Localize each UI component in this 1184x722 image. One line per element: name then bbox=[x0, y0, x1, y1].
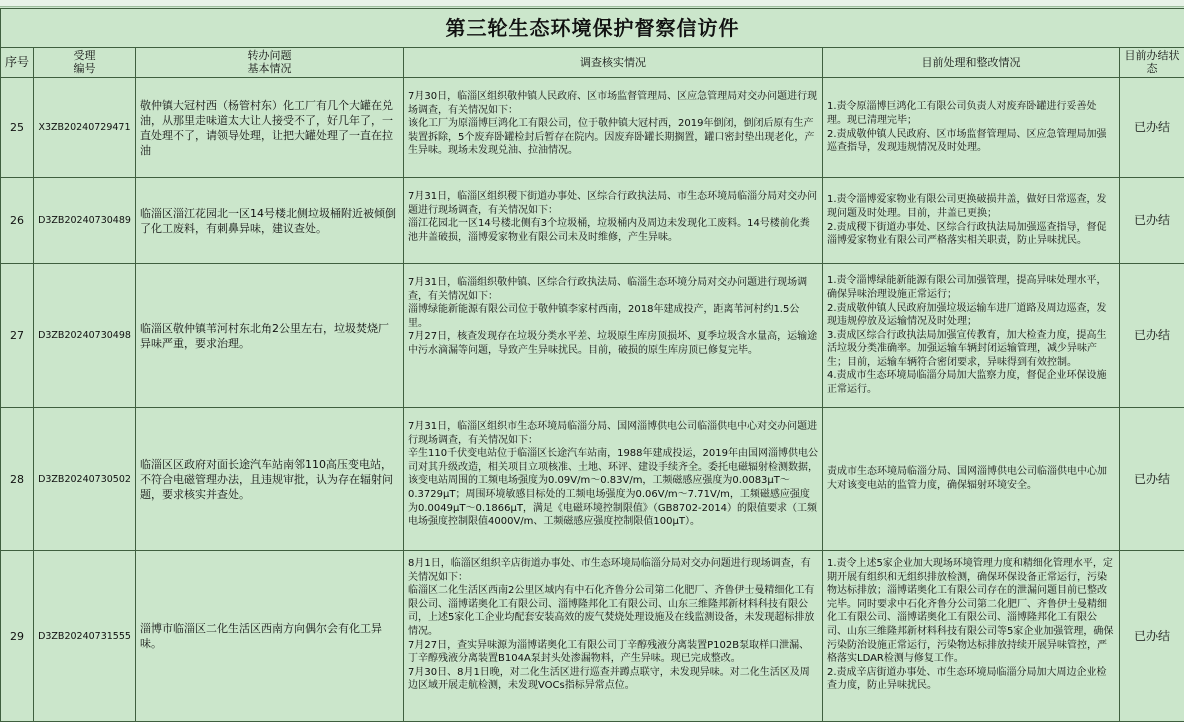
cell-handling[interactable]: 1.责令淄博爱家物业有限公司更换破损井盖，做好日常巡查，发现问题及时处理。目前，井盖已更换； 2.责成稷下街道办事处、区综合行政执法局加强巡查指导，督促淄博爱家物业有限公司严格落实相关职责，防止异味扰民。 bbox=[823, 178, 1120, 264]
header-investigation[interactable]: 调查核实情况 bbox=[404, 48, 823, 78]
header-no[interactable]: 序号 bbox=[1, 48, 34, 78]
cell-handling[interactable]: 1.责令上述5家企业加大现场环境管理力度和精细化管理水平，定期开展有组织和无组织排放检测，确保环保设备正常运行，污染物达标排放；淄博诺奥化工有限公司存在的泄漏问题目前已整改完毕。同时要求中石化齐鲁分公司第二化肥厂、齐鲁伊士曼精细化工有限公司、淄博诺奥化工有限公司、淄博隆邦化工有限公司、山东三维隆邦新材料科技有限公司等5家企业加强管理，确保污染防治设施正常运行，污染物达标排放持续开展异味管控，严格落实LDAR检测与修复工作。 2.责成辛店街道办事处、市生态环境局临淄分局加大周边企业检查力度，防止异味扰民。 bbox=[823, 551, 1120, 722]
header-issue[interactable]: 转办问题 基本情况 bbox=[136, 48, 404, 78]
cell-investigation[interactable]: 7月31日，临淄区组织市生态环境局临淄分局、国网淄博供电公司临淄供电中心对交办问题进行现场调查，有关情况如下： 辛生110千伏变电站位于临淄区长途汽车站南，1988年建成投运，2019年由国网淄博供电公司对其升级改造，相关项目立项核准、土地、环评、建设手续齐全。委托电磁辐射检测数据，该变电站周围的工频电场强度为0.09V/m～0.83V/m，工频磁感应强度为0.0083μT～0.3729μT；周围环境敏感目标处的工频电场强度为0.06V/m～7.71V/m，工频磁感应强度为0.0049μT～0.1866μT，满足《电磁环境控制限值》（GB8702-2014）的限值要求（工频电场强度控制限值4000V/m、工频磁感应强度控制限值100μT）。 bbox=[404, 408, 823, 551]
cell-code[interactable]: D3ZB20240731555 bbox=[34, 551, 136, 722]
cell-handling[interactable]: 1.责令原淄博巨鸿化工有限公司负责人对废弃卧罐进行妥善处理。现已清理完毕； 2.责成敬仲镇人民政府、区市场监督管理局、区应急管理局加强巡查指导，发现违规情况及时处理。 bbox=[823, 78, 1120, 178]
cell-no[interactable]: 29 bbox=[1, 551, 34, 722]
cell-status[interactable]: 已办结 bbox=[1120, 264, 1184, 408]
cell-handling[interactable]: 1.责令淄博绿能新能源有限公司加强管理，提高异味处理水平，确保异味治理设施正常运行； 2.责成敬仲镇人民政府加强垃圾运输车进厂道路及周边巡查，发现违规停放及运输情况及时处理； 3.责成区综合行政执法局加强宣传教育，加大检查力度，提高生活垃圾分类准确率。加强运输车辆封闭运输管理，减少异味产生；目前，运输车辆符合密闭要求，异味得到有效控制。 4.责成市生态环境局临淄分局加大监察力度，督促企业环保设施正常运行。 bbox=[823, 264, 1120, 408]
cell-code[interactable]: D3ZB20240730498 bbox=[34, 264, 136, 408]
table-row bbox=[1, 264, 1184, 408]
cell-investigation[interactable]: 8月1日，临淄区组织辛店街道办事处、市生态环境局临淄分局对交办问题进行现场调查，有关情况如下： 临淄区二化生活区西南2公里区域内有中石化齐鲁分公司第二化肥厂、齐鲁伊士曼精细化工有限公司、淄博诺奥化工有限公司、淄博隆邦化工有限公司、山东三维隆邦新材料科技有限公司，上述5家化工企业均配套安装高效的废气焚烧处理设施及在线监测设备，未发现超标排放情况。 7月27日，查实异味源为淄博诺奥化工有限公司丁辛醇残液分离装置P102B泵取样口泄漏、丁辛醇残液分离装置B104A泵封头处渗漏物料，产生异味。现已完成整改。 7月30日、8月1日晚，对二化生活区进行巡查并蹲点联守，未发现异味。对二化生活区及周边区域开展走航检测，未发现VOCs指标异常点位。 bbox=[404, 551, 823, 722]
cell-handling[interactable]: 责成市生态环境局临淄分局、国网淄博供电公司临淄供电中心加大对该变电站的监管力度，确保辐射环境安全。 bbox=[823, 408, 1120, 551]
cell-status[interactable]: 已办结 bbox=[1120, 408, 1184, 551]
table-row bbox=[1, 78, 1184, 178]
table-row bbox=[1, 178, 1184, 264]
cell-code[interactable]: D3ZB20240730489 bbox=[34, 178, 136, 264]
table-row bbox=[1, 551, 1184, 722]
cell-status[interactable]: 已办结 bbox=[1120, 178, 1184, 264]
cell-code[interactable]: D3ZB20240730502 bbox=[34, 408, 136, 551]
header-code[interactable]: 受理 编号 bbox=[34, 48, 136, 78]
cell-no[interactable]: 26 bbox=[1, 178, 34, 264]
cell-status[interactable]: 已办结 bbox=[1120, 551, 1184, 722]
header-status[interactable]: 目前办结状态 bbox=[1120, 48, 1184, 78]
cell-no[interactable]: 25 bbox=[1, 78, 34, 178]
sheet-title[interactable]: 第三轮生态环境保护督察信访件 bbox=[1, 9, 1184, 48]
column-header-strip bbox=[0, 0, 1184, 7]
cell-status[interactable]: 已办结 bbox=[1120, 78, 1184, 178]
cell-issue[interactable]: 敬仲镇大冠村西（杨管村东）化工厂有几个大罐在兑油，从那里走味道太大让人接受不了，好几年了，一直处理不了，请领导处理，让把大罐处理了一直在拉油 bbox=[136, 78, 404, 178]
header-row bbox=[1, 48, 1184, 78]
cell-issue[interactable]: 临淄区淄江花园北一区14号楼北侧垃圾桶附近被倾倒了化工废料，有刺鼻异味，建议查处。 bbox=[136, 178, 404, 264]
cell-code[interactable]: X3ZB20240729471 bbox=[34, 78, 136, 178]
cell-investigation[interactable]: 7月30日，临淄区组织敬仲镇人民政府、区市场监督管理局、区应急管理局对交办问题进行现场调查，有关情况如下： 该化工厂为原淄博巨鸿化工有限公司，位于敬仲镇大冠村西，2019年倒闭，倒闭后原有生产装置拆除，5个废弃卧罐检封后暂存在院内。因废弃卧罐长期搁置，罐口密封垫出现老化，产生异味。现场未发现兑油、拉油情况。 bbox=[404, 78, 823, 178]
cell-no[interactable]: 27 bbox=[1, 264, 34, 408]
cell-no[interactable]: 28 bbox=[1, 408, 34, 551]
cell-issue[interactable]: 临淄区区政府对面长途汽车站南邻110高压变电站，不符合电磁管理办法，且违规审批，认为存在辐射问题，要求核实并查处。 bbox=[136, 408, 404, 551]
cell-investigation[interactable]: 7月31日，临淄区组织稷下街道办事处、区综合行政执法局、市生态环境局临淄分局对交办问题进行现场调查，有关情况如下： 淄江花园北一区14号楼北侧有3个垃圾桶，垃圾桶内及周边未发现化工废料。14号楼前化粪池井盖破损，淄博爱家物业有限公司未及时维修，产生异味。 bbox=[404, 178, 823, 264]
petition-table bbox=[0, 8, 1184, 722]
cell-issue[interactable]: 临淄区敬仲镇苇河村东北角2公里左右，垃圾焚烧厂异味严重，要求治理。 bbox=[136, 264, 404, 408]
cell-investigation[interactable]: 7月31日，临淄组织敬仲镇、区综合行政执法局、临淄生态环境分局对交办问题进行现场调查，有关情况如下： 淄博绿能新能源有限公司位于敬仲镇李家村西南，2018年建成投产，距离苇河村约1.5公里。 7月27日，核查发现存在垃圾分类水平差、垃圾原生库房顶损坏、夏季垃圾含水量高，运输途中污水滴漏等问题，导致产生异味扰民。目前，破损的原生库房顶已修复完毕。 bbox=[404, 264, 823, 408]
cell-issue[interactable]: 淄博市临淄区二化生活区西南方向偶尔会有化工异味。 bbox=[136, 551, 404, 722]
table-row bbox=[1, 408, 1184, 551]
header-handling[interactable]: 目前处理和整改情况 bbox=[823, 48, 1120, 78]
